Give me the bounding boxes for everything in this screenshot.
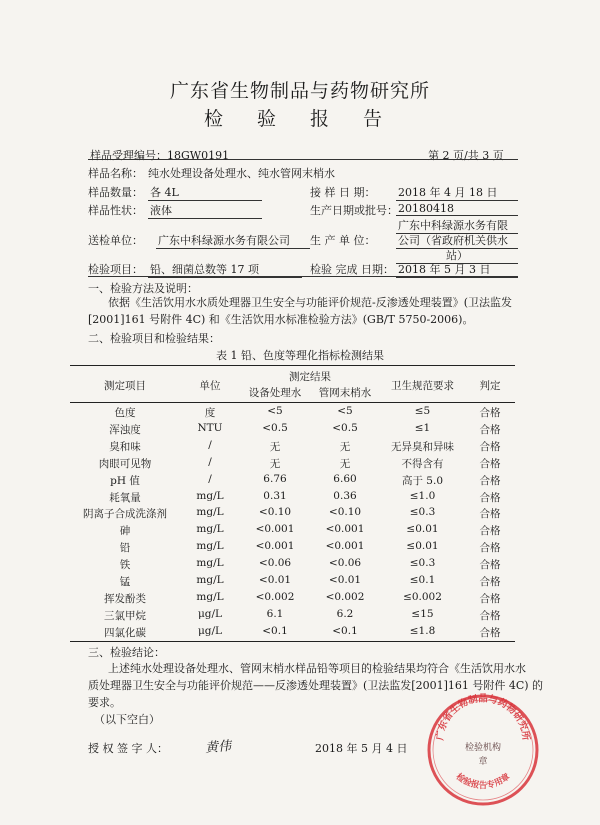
cell-standard: 不得含有 bbox=[401, 457, 444, 470]
cell-judgement: 合格 bbox=[479, 592, 501, 605]
table-row bbox=[70, 556, 515, 572]
institute-title: 广东省生物制品与药物研究所 bbox=[169, 80, 430, 102]
cell-item: 肉眼可见物 bbox=[98, 457, 152, 470]
cell-standard: ≤15 bbox=[411, 607, 434, 620]
cell-item: 铁 bbox=[119, 559, 131, 572]
page-indicator: 第 2 页/共 3 页 bbox=[428, 149, 504, 162]
cell-item: 阴离子合成洗涤剂 bbox=[83, 508, 167, 521]
receive-date: 2018 年 4 月 18 日 bbox=[396, 184, 518, 201]
table-row bbox=[70, 624, 515, 640]
cell-unit: mg/L bbox=[196, 489, 224, 502]
cell-judgement: 合格 bbox=[479, 626, 501, 639]
cell-standard: ≤0.1 bbox=[409, 574, 436, 586]
cell-judgement: 合格 bbox=[479, 576, 501, 588]
cell-judgement: 合格 bbox=[479, 559, 501, 572]
cell-result-2: 6.2 bbox=[336, 607, 354, 620]
cell-judgement: 合格 bbox=[479, 474, 501, 487]
cell-unit: μg/L bbox=[197, 624, 223, 637]
cell-unit: / bbox=[208, 438, 212, 451]
cell-unit: mg/L bbox=[196, 540, 224, 553]
cell-judgement: 合格 bbox=[479, 440, 501, 453]
table-row bbox=[70, 522, 515, 538]
cell-judgement: 合格 bbox=[479, 609, 501, 622]
table-row bbox=[70, 489, 515, 505]
maker-line-1: 广东中科绿源水务有限 bbox=[396, 217, 518, 234]
cell-result-2: 0.36 bbox=[333, 489, 357, 502]
signature: 黄伟 bbox=[204, 738, 232, 757]
cell-result-2: 无 bbox=[339, 457, 351, 470]
maker-line-2: 公司（省政府机关供水 bbox=[396, 232, 518, 249]
batch-number: 20180418 bbox=[396, 202, 518, 216]
cell-result-1: 无 bbox=[269, 440, 281, 453]
cell-result-2: <0.10 bbox=[328, 506, 362, 519]
sign-date: 2018 年 5 月 4 日 bbox=[315, 742, 408, 755]
cell-result-1: 0.31 bbox=[263, 489, 287, 502]
cell-result-2: <0.001 bbox=[325, 523, 365, 536]
cell-judgement: 合格 bbox=[479, 525, 501, 538]
seal-outer-text: 广东省生物制品与药物研究所 bbox=[434, 693, 532, 742]
cell-result-1: <0.002 bbox=[255, 590, 295, 603]
cell-result-1: <0.001 bbox=[255, 540, 295, 553]
table-row bbox=[70, 607, 515, 623]
sample-info-block: 样品名称： 纯水处理设备处理水、纯水管网末梢水 样品数量： 各 4L 接 样 日 期： 2018 年 4 月 18 日 样品性状： 液体 生产日期或批号： 20180418 送检单位： 广东中科绿源水务有限公司 生 产 单 位： 广东中科绿源水务有限 公司（省政府机关供水 站） 检验项目： 铅、细菌总数等 17 项 检验 完成 日期： 2018 年 5 月 3 日 bbox=[88, 159, 518, 277]
table-row bbox=[70, 590, 515, 606]
cell-unit: mg/L bbox=[196, 523, 224, 536]
cell-item: 锰 bbox=[119, 576, 131, 588]
cell-result-1: 6.76 bbox=[263, 472, 287, 485]
conclusion-line-2: 质处理器卫生安全与功能评价规范——反渗透处理装置》(卫法监发[2001]161 号附件 4C) 的 bbox=[88, 679, 544, 692]
cell-judgement: 合格 bbox=[479, 457, 501, 470]
cell-standard: 无异臭和异味 bbox=[391, 440, 454, 453]
cell-standard: ≤0.002 bbox=[403, 590, 442, 603]
cell-unit: mg/L bbox=[196, 557, 224, 570]
cell-result-2: <5 bbox=[337, 405, 353, 417]
table-header: 测定项目 单位 测定结果 设备处理水 管网末梢水 卫生规范要求 判定 bbox=[70, 366, 515, 403]
sample-property: 液体 bbox=[148, 202, 262, 219]
table-row bbox=[70, 404, 515, 420]
section-results-heading: 二、检验项目和检验结果： bbox=[88, 332, 220, 345]
cell-standard: ≤1.0 bbox=[409, 489, 436, 502]
cell-item: 挥发酚类 bbox=[104, 592, 146, 605]
cell-standard: ≤1 bbox=[414, 421, 431, 434]
cell-standard: ≤0.01 bbox=[406, 523, 439, 536]
cell-result-1: <0.001 bbox=[255, 523, 295, 536]
method-basis-line-1: 依据《生活饮用水水质处理器卫生安全与功能评价规范-反渗透处理装置》(卫法监发 bbox=[108, 296, 513, 309]
cell-standard: ≤0.01 bbox=[406, 540, 439, 553]
cell-item: 铅 bbox=[119, 542, 131, 555]
cell-result-1: <0.01 bbox=[258, 574, 292, 586]
cell-unit: mg/L bbox=[196, 574, 224, 586]
complete-date: 2018 年 5 月 3 日 bbox=[396, 261, 518, 278]
table-row bbox=[70, 438, 515, 454]
table-caption: 表 1 铅、色度等理化指标检测结果 bbox=[216, 349, 384, 362]
table-row bbox=[70, 573, 515, 589]
cell-unit: / bbox=[208, 455, 212, 468]
cell-judgement: 合格 bbox=[479, 508, 501, 521]
cell-result-2: <0.1 bbox=[332, 624, 358, 637]
cell-judgement: 合格 bbox=[479, 542, 501, 555]
cell-judgement: 合格 bbox=[479, 423, 501, 436]
cell-result-2: <0.002 bbox=[325, 590, 365, 603]
seal-bottom-text: 检验报告专用章 bbox=[453, 771, 513, 791]
sender-unit: 广东中科绿源水务有限公司 bbox=[156, 232, 310, 249]
cell-item: pH 值 bbox=[110, 474, 140, 487]
table-row bbox=[70, 472, 515, 488]
cell-item: 四氯化碳 bbox=[104, 626, 146, 639]
cell-standard: ≤0.3 bbox=[409, 506, 436, 519]
conclusion-line-1: 上述纯水处理设备处理水、管网末梢水样品铅等项目的检验结果均符合《生活饮用水水 bbox=[108, 662, 526, 675]
cell-result-1: 6.1 bbox=[266, 607, 284, 620]
cell-item: 砷 bbox=[119, 525, 131, 538]
cell-result-2: <0.06 bbox=[328, 557, 362, 570]
cell-result-2: 无 bbox=[339, 440, 351, 453]
cell-item: 耗氧量 bbox=[109, 491, 141, 504]
cell-result-1: <0.5 bbox=[262, 421, 288, 434]
cell-judgement: 合格 bbox=[479, 491, 501, 504]
section-conclusion-heading: 三、检验结论： bbox=[88, 646, 165, 659]
sample-quantity: 各 4L bbox=[148, 184, 262, 201]
cell-unit: 度 bbox=[204, 407, 216, 419]
cell-result-1: <0.10 bbox=[258, 506, 292, 519]
cell-standard: ≤1.8 bbox=[409, 624, 436, 637]
seal-center-line-2: 章 bbox=[478, 757, 488, 767]
cell-result-2: <0.01 bbox=[328, 574, 362, 586]
cell-standard: ≤0.3 bbox=[409, 557, 436, 570]
cell-judgement: 合格 bbox=[479, 407, 501, 419]
maker-line-3: 站） bbox=[396, 247, 518, 264]
official-seal bbox=[425, 692, 541, 808]
cell-standard: ≤5 bbox=[414, 405, 431, 417]
sample-number: 样品受理编号：18GW0191 bbox=[90, 149, 230, 162]
report-title: 检 验 报 告 bbox=[203, 108, 397, 130]
table-row bbox=[70, 421, 515, 437]
method-basis-line-2: [2001]161 号附件 4C) 和《生活饮用水标准检验方法》(GB/T 5750-2006)。 bbox=[88, 313, 474, 326]
cell-result-1: 无 bbox=[269, 457, 281, 470]
cell-unit: / bbox=[208, 472, 212, 485]
cell-result-1: <5 bbox=[267, 405, 283, 417]
signer-label: 授 权 签 字 人： bbox=[88, 742, 168, 755]
cell-item: 臭和味 bbox=[109, 440, 141, 453]
sample-name: 纯水处理设备处理水、纯水管网末梢水 bbox=[148, 167, 335, 180]
section-method-heading: 一、检验方法及说明： bbox=[88, 282, 198, 295]
table-row bbox=[70, 505, 515, 521]
results-table bbox=[70, 365, 515, 642]
cell-item: 色度 bbox=[114, 407, 136, 419]
conclusion-line-3: 要求。 bbox=[88, 696, 121, 709]
cell-item: 浑浊度 bbox=[109, 423, 141, 436]
cell-unit: mg/L bbox=[196, 590, 224, 603]
cell-result-2: <0.001 bbox=[325, 540, 365, 553]
cell-unit: μg/L bbox=[197, 607, 223, 620]
cell-result-1: <0.1 bbox=[262, 624, 288, 637]
cell-result-2: 6.60 bbox=[333, 472, 357, 485]
test-items: 铅、细菌总数等 17 项 bbox=[148, 261, 302, 278]
seal-center-line-1: 检验机构 bbox=[464, 743, 502, 753]
cell-standard: 高于 5.0 bbox=[401, 474, 444, 487]
blank-note: （以下空白） bbox=[94, 713, 160, 726]
cell-result-1: <0.06 bbox=[258, 557, 292, 570]
cell-unit: mg/L bbox=[196, 506, 224, 519]
cell-item: 三氯甲烷 bbox=[104, 609, 146, 622]
table-row bbox=[70, 455, 515, 471]
cell-result-2: <0.5 bbox=[332, 421, 358, 434]
cell-unit: NTU bbox=[197, 421, 223, 434]
table-row bbox=[70, 539, 515, 555]
